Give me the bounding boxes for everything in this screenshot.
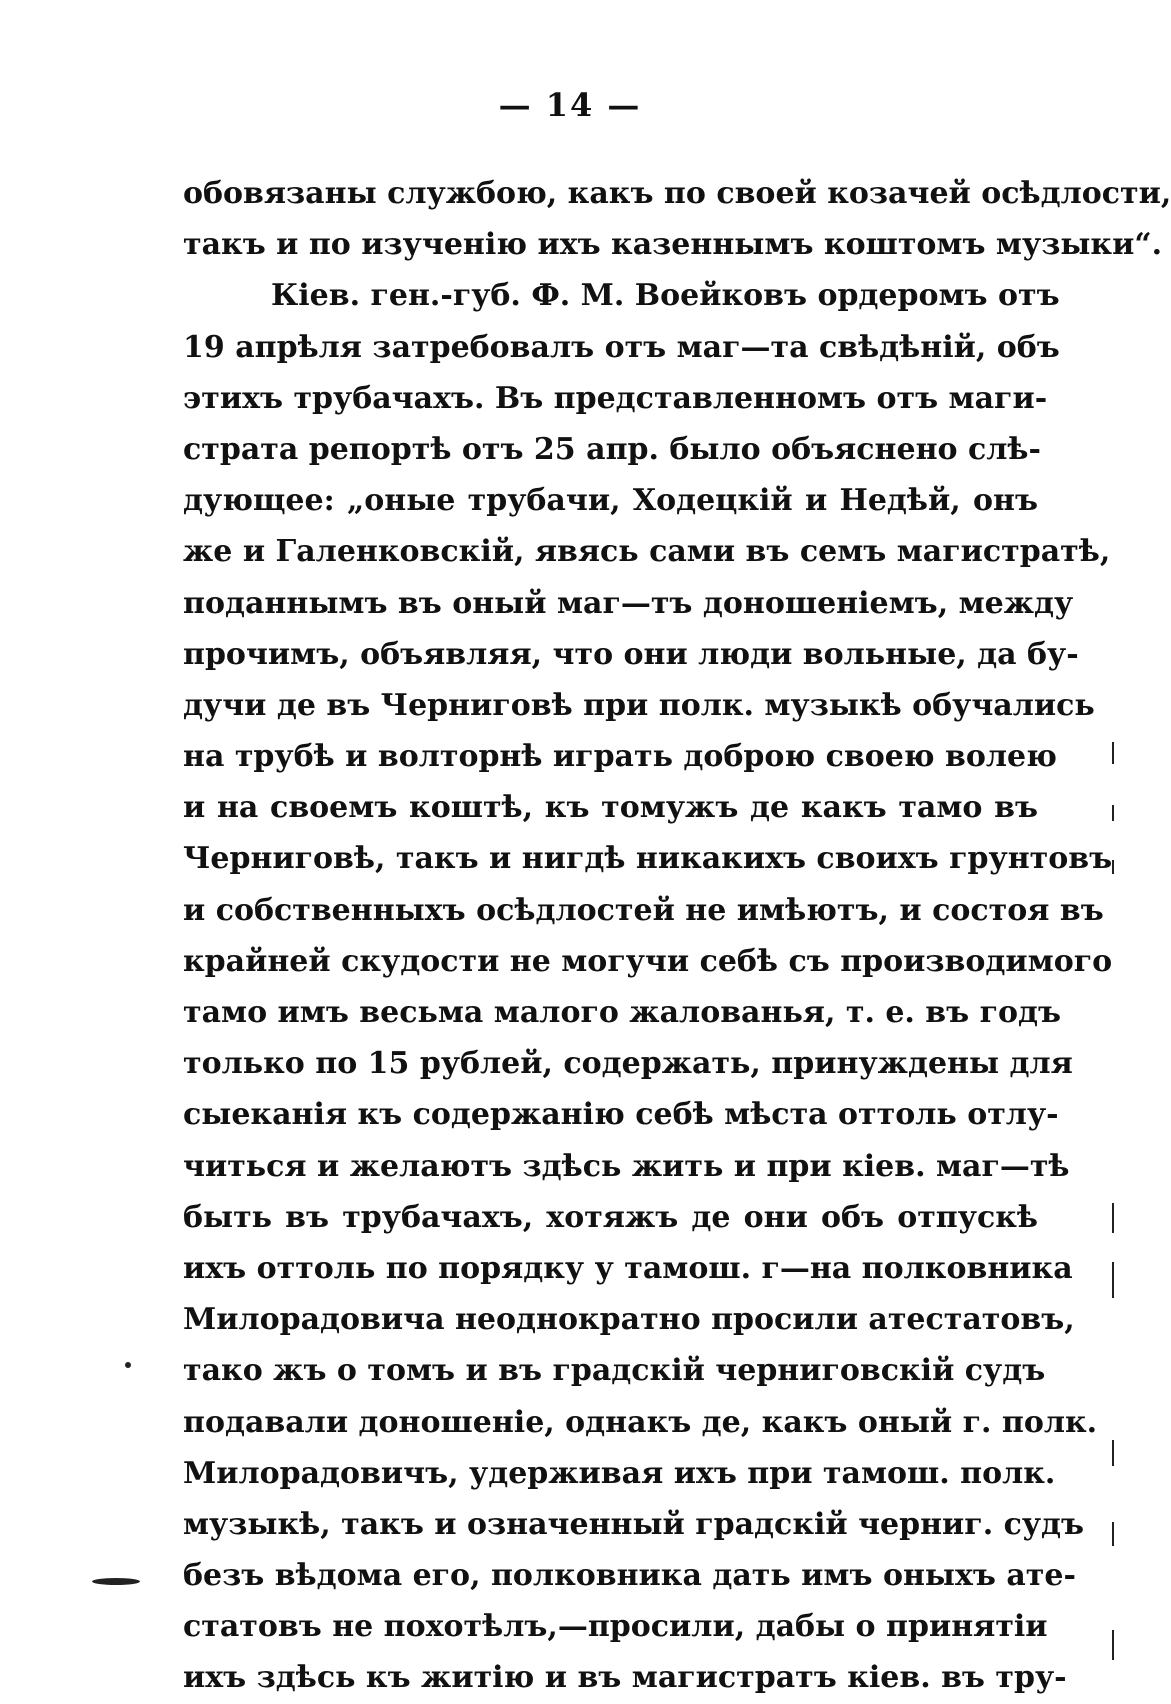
ink-smudge	[92, 1578, 140, 1585]
margin-scan-mark	[1112, 860, 1114, 874]
text-line: тако жъ о томъ и въ градскій черниговскій судъ	[183, 1353, 1046, 1389]
text-line: музыкѣ, такъ и означенный градскій черниг. судъ	[183, 1506, 1085, 1542]
text-line: ихъ здѣсь къ житію и въ магистратъ кіев. въ тру-	[183, 1660, 1067, 1696]
text-line: подавали доношеніе, однакъ де, какъ оный г. полк.	[183, 1404, 1098, 1440]
text-line: этихъ трубачахъ. Въ представленномъ отъ маги-	[183, 380, 1048, 416]
ink-speck	[125, 1362, 131, 1368]
text-line: сыеканія къ содержанію себѣ мѣста оттоль отлу-	[183, 1097, 1059, 1133]
text-line: тамо имъ весьма малого жалованья, т. е. въ годъ	[183, 995, 1062, 1030]
page-number: — 14 —	[498, 86, 642, 124]
text-line: обовязаны службою, какъ по своей козачей осѣдлости,	[183, 176, 1171, 211]
text-line: только по 15 рублей, содержать, принуждены для	[183, 1046, 1073, 1082]
text-line: прочимъ, объявляя, что они люди вольные, да бу-	[183, 636, 1079, 672]
text-line: безъ вѣдома его, полковника дать имъ оныхъ ате-	[183, 1558, 1076, 1594]
text-line: такъ и по изученію ихъ казеннымъ коштомъ музыки“.	[183, 227, 1163, 263]
text-line: Милорадовича неоднократно просили атестатовъ,	[183, 1302, 1075, 1338]
text-line: на трубѣ и волторнѣ играть доброю своею волею	[183, 739, 1057, 775]
text-line: 19 апрѣля затребовалъ отъ маг—та свѣдѣній, объ	[183, 329, 1060, 365]
text-line: дучи де въ Черниговѣ при полк. музыкѣ обучались	[183, 687, 1095, 723]
text-line: Черниговѣ, такъ и нигдѣ никакихъ своихъ грунтовъ	[183, 841, 1113, 877]
text-line: Кіев. ген.-губ. Ф. М. Воейковъ ордеромъ отъ	[271, 278, 1060, 314]
margin-scan-mark	[1112, 1262, 1114, 1298]
text-line: статовъ не похотѣлъ,—просили, дабы о принятіи	[183, 1609, 1048, 1645]
margin-scan-mark	[1112, 1522, 1114, 1546]
text-line: Милорадовичъ, удерживая ихъ при тамош. полк.	[183, 1455, 1056, 1491]
text-line: поданнымъ въ оный маг—тъ доношеніемъ, между	[183, 585, 1074, 621]
margin-scan-mark	[1112, 1630, 1114, 1660]
text-line: страта репортѣ отъ 25 апр. было объяснено слѣ-	[183, 431, 1041, 467]
margin-scan-mark	[1112, 805, 1114, 821]
text-line: читься и желаютъ здѣсь жить и при кіев. маг—тѣ	[183, 1148, 1070, 1184]
text-line: же и Галенковскій, явясь сами въ семъ магистратѣ,	[183, 534, 1111, 570]
text-line: дующее: „оные трубачи, Ходецкій и Недѣй, онъ	[183, 483, 1038, 519]
body-text	[183, 168, 1171, 1704]
text-line: и собственныхъ осѣдлостей не имѣютъ, и состоя въ	[183, 892, 1104, 928]
text-line: крайней скудости не могучи себѣ съ производимого	[183, 943, 1113, 979]
text-line: быть въ трубачахъ, хотяжъ де они объ отпускѣ	[183, 1199, 1038, 1235]
margin-scan-mark	[1112, 742, 1114, 764]
text-line: ихъ оттоль по порядку у тамош. г—на полковника	[183, 1250, 1073, 1286]
margin-scan-mark	[1112, 1203, 1114, 1233]
text-line: и на своемъ коштѣ, къ томужъ де какъ тамо въ	[183, 790, 1038, 826]
margin-scan-mark	[1112, 1440, 1114, 1466]
